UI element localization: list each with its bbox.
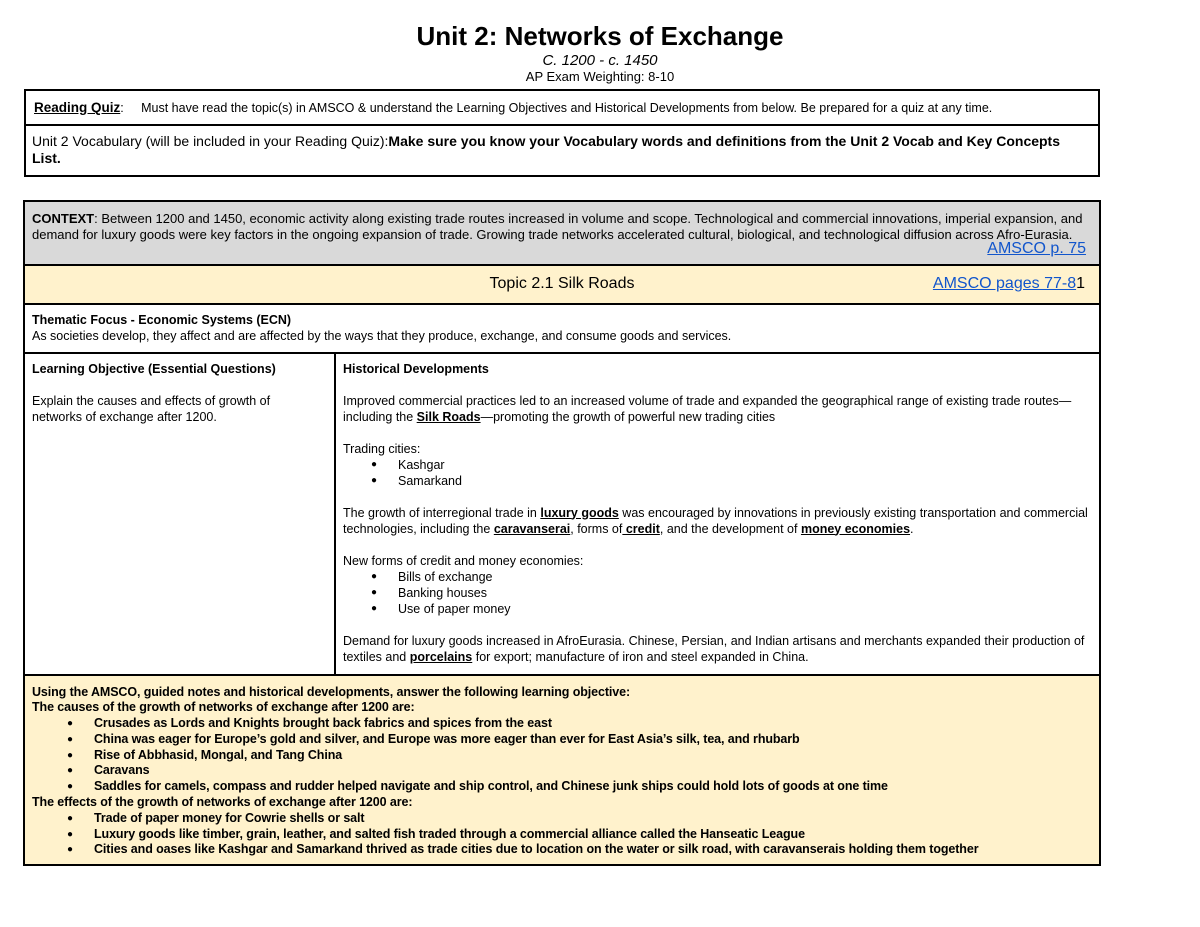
thematic-focus-text: As societies develop, they affect and are affected by the ways that they produce, exchange, and consume goods and services. xyxy=(32,328,732,343)
context-amsco-link[interactable]: AMSCO p. 75 xyxy=(987,240,1086,257)
learning-objective-text: Explain the causes and effects of growth of networks of exchange after 1200. xyxy=(32,393,271,424)
list-item: ● Kashgar xyxy=(398,457,1092,473)
vocabulary-instruction: Make sure you know your Vocabulary words and definitions from the Unit 2 Vocab and Key Concepts List. xyxy=(32,133,1061,166)
historical-paragraph-1: Improved commercial practices led to an increased volume of trade and expanded the geographical range of existing trade routes— including the Silk Roads—promoting the growth of powerful new trading cities xyxy=(343,393,1072,424)
term-silk-roads: Silk Roads xyxy=(416,409,481,424)
page-title: Unit 2: Networks of Exchange xyxy=(416,21,784,51)
historical-developments-heading: Historical Developments xyxy=(343,361,489,376)
topic-title: Topic 2.1 Silk Roads xyxy=(489,274,635,292)
list-item: ● Saddles for camels, compass and rudder helped navigate and ship control, and Chinese junk ships could hold lots of goods at one time xyxy=(94,779,1092,795)
summary-causes-list xyxy=(32,716,1092,795)
learning-objective-cell xyxy=(24,353,335,675)
list-item: ● Trade of paper money for Cowrie shells or salt xyxy=(94,811,1092,827)
reading-quiz-colon: : xyxy=(120,101,124,115)
learning-objective-heading: Learning Objective (Essential Questions) xyxy=(32,361,276,376)
topic-link-tail: 1 xyxy=(1076,274,1085,292)
context-text: : Between 1200 and 1450, economic activity along existing trade routes increased in volume and scope. Technological and commercial innovations, imperial expansion, and demand for luxury goods were key factors in the ongoing expansion of trade. Growing trade networks accelerated cultural, biological, and technological diffusion across Afro-Eurasia. xyxy=(32,211,1083,242)
historical-paragraph-3: Demand for luxury goods increased in AfroEurasia. Chinese, Persian, and Indian artisans and merchants expanded their production of textiles and porcelains for export; manufacture of iron and steel expanded in China. xyxy=(343,633,1085,664)
summary-effects-list xyxy=(32,811,1092,858)
term-luxury-goods: luxury goods xyxy=(540,505,619,520)
list-item: ● Caravans xyxy=(94,763,1092,779)
topic-table xyxy=(23,200,1101,866)
date-range: C. 1200 - c. 1450 xyxy=(542,52,658,69)
topic-link-wrap xyxy=(933,276,1085,292)
document-header xyxy=(0,20,1200,84)
reading-quiz-cell xyxy=(25,90,1099,125)
historical-paragraph-2: The growth of interregional trade in luxury goods was encouraged by innovations in previously existing transportation and commercial technologies, including the caravanserai, forms of credit, and the development of money economies. xyxy=(343,505,1088,536)
list-item: ● Samarkand xyxy=(398,473,1092,489)
thematic-focus-cell xyxy=(24,304,1100,353)
credit-forms-label: New forms of credit and money economies: xyxy=(343,553,584,568)
context-cell xyxy=(24,201,1100,265)
thematic-focus-title: Thematic Focus - Economic Systems (ECN) xyxy=(32,312,292,327)
list-item: ● Cities and oases like Kashgar and Samarkand thrived as trade cities due to location on the water or silk road, with caravanserais holding them together xyxy=(94,842,1092,858)
summary-causes-label: The causes of the growth of networks of exchange after 1200 are: xyxy=(32,700,415,715)
trading-cities-list xyxy=(343,457,1092,489)
topic-amsco-link[interactable]: AMSCO pages 77-8 xyxy=(932,274,1077,292)
term-porcelains: porcelains xyxy=(409,649,473,664)
list-item: ● Bills of exchange xyxy=(398,569,1092,585)
term-money-economies: money economies xyxy=(800,521,911,536)
historical-developments-cell xyxy=(335,353,1100,675)
term-caravanserai: caravanserai xyxy=(493,521,571,536)
vocabulary-prefix: Unit 2 Vocabulary (will be included in your Reading Quiz): xyxy=(32,133,389,149)
term-credit: credit xyxy=(622,521,660,536)
credit-forms-list xyxy=(343,569,1092,617)
reading-quiz-table xyxy=(24,89,1100,177)
summary-intro: Using the AMSCO, guided notes and historical developments, answer the following learning objective: xyxy=(32,684,631,699)
list-item: ● Rise of Abbhasid, Mongal, and Tang China xyxy=(94,748,1092,764)
vocabulary-cell xyxy=(25,125,1099,176)
reading-quiz-label: Reading Quiz xyxy=(34,100,121,115)
exam-weighting: AP Exam Weighting: 8-10 xyxy=(525,69,675,84)
reading-quiz-text: Must have read the topic(s) in AMSCO & understand the Learning Objectives and Historical Developments from below. Be prepared for a quiz at any time. xyxy=(141,101,993,115)
trading-cities-label: Trading cities: xyxy=(343,441,421,456)
context-label: CONTEXT xyxy=(32,211,95,226)
summary-cell xyxy=(24,675,1100,866)
list-item: ● Use of paper money xyxy=(398,601,1092,617)
summary-effects-label: The effects of the growth of networks of exchange after 1200 are: xyxy=(32,795,413,810)
list-item: ● Crusades as Lords and Knights brought back fabrics and spices from the east xyxy=(94,716,1092,732)
topic-title-cell xyxy=(24,265,1100,304)
list-item: ● Luxury goods like timber, grain, leather, and salted fish traded through a commercial alliance called the Hanseatic League xyxy=(94,827,1092,843)
list-item: ● China was eager for Europe’s gold and silver, and Europe was more eager than ever for East Asia’s silk, tea, and rhubarb xyxy=(94,732,1092,748)
list-item: ● Banking houses xyxy=(398,585,1092,601)
